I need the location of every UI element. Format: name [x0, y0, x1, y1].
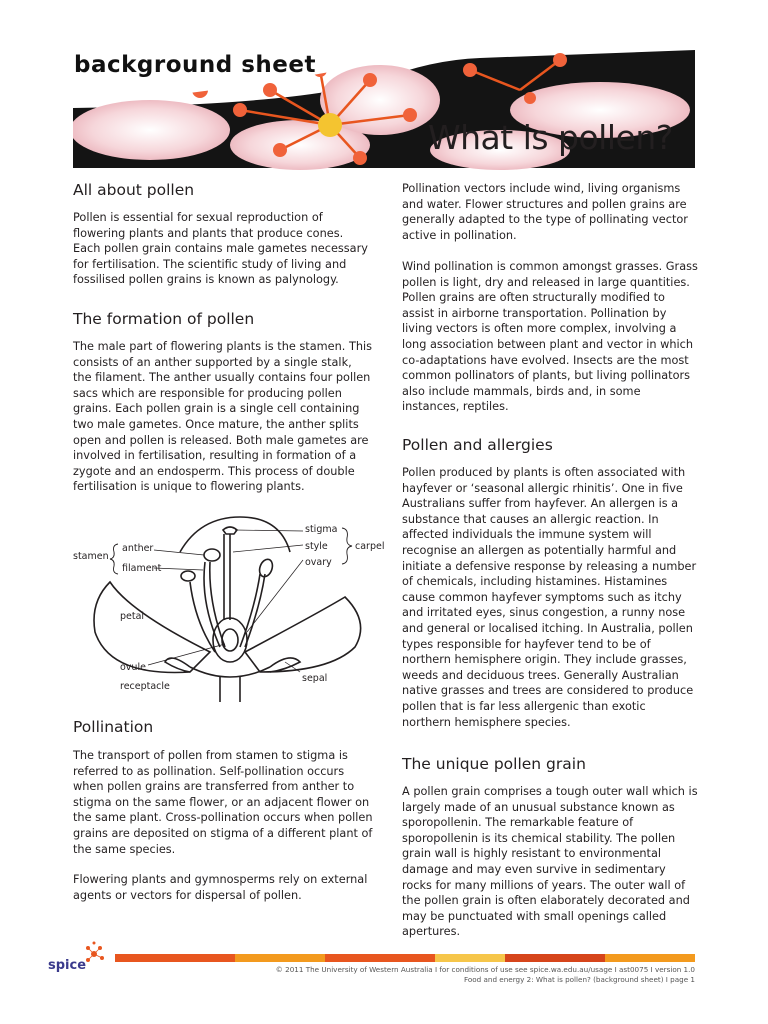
paragraph-formation: The male part of flowering plants is the stamen. This consists of an anther supported by a single stalk, the filament. The anther usually contains four pollen sacs which are responsible for producing pollen grains. Each pollen grain is a single cell containing two male gametes. Once mature, the anther splits open and pollen is released. Both male gametes are involved in fertilisation, resulting in formation of a zygote and an endosperm. This process of double fertilisation is unique to flowering plants. — [73, 340, 373, 494]
label-style: style — [305, 541, 328, 552]
heading-pollination: Pollination — [73, 718, 154, 736]
ovule-shape — [222, 629, 238, 651]
stigma-shape — [223, 527, 237, 534]
footer-bar-segment — [325, 954, 435, 962]
paragraph-pollination-1: The transport of pollen from stamen to stigma is referred to as pollination. Self-pollination occurs when pollen grains are transferred from anther to stigma on the same flower, or an adjacent flower on the same plant. Cross-pollination occurs when pollen grains are deposited on stigma of a different plant of the same species. — [73, 749, 373, 856]
label-receptacle: receptacle — [120, 681, 170, 692]
spice-logo-text: spice — [48, 958, 87, 973]
footer-bar-segment — [505, 954, 605, 962]
petal-back-shape — [180, 517, 290, 552]
paragraph-vectors: Pollination vectors include wind, living organisms and water. Flower structures and pollen grains are generally adapted to the type of pollinating vector active in pollination. — [402, 182, 688, 242]
label-filament: filament — [122, 563, 162, 574]
paragraph-wind: Wind pollination is common amongst grasses. Grass pollen is light, dry and released in large quantities. Pollen grains are often structurally modified to assist in airborne transportation. Pollination by living vectors is often more complex, involving a long association between plant and vector in which co-adaptations have evolved. Insects are the most common pollinators of plants, but living pollinators also include mammals, birds and, in some instances, reptiles. — [402, 260, 698, 414]
label-stamen: stamen — [73, 551, 109, 562]
footer-page-info: Food and energy 2: What is pollen? (background sheet) I page 1 — [463, 975, 695, 984]
sheet-type-label: background sheet — [74, 52, 316, 78]
paragraph-about: Pollen is essential for sexual reproduction of flowering plants and plants that produce cones. Each pollen grain contains male gametes necessary for fertilisation. The scientific study of living and fossilised pollen grains is known as palynology. — [73, 211, 368, 287]
label-carpel: carpel — [355, 541, 385, 552]
label-stigma: stigma — [305, 524, 338, 535]
heading-unique-grain: The unique pollen grain — [402, 755, 586, 773]
label-sepal: sepal — [302, 673, 328, 684]
label-petal: petal — [120, 611, 145, 622]
paragraph-allergies: Pollen produced by plants is often associated with hayfever or ‘seasonal allergic rhinitis’. One in five Australians suffer from hayfever. An allergen is a substance that causes an allergic reaction. In affected individuals the immune system will recognise an allergen as potentially harmful and initiate a defensive response by releasing a number of chemicals, including histamines. Histamines cause common hayfever symptoms such as itchy and irritated eyes, sinus congestion, a runny nose and general or localised itching. In Australia, pollen types responsible for hayfever tend to be of northern hemisphere origin. They include grasses, weeds and deciduous trees. Generally Australian native grasses and trees are considered to produce pollen that is far less allergenic than exotic northern hemisphere species. — [402, 466, 697, 729]
flower-diagram — [70, 512, 390, 712]
label-ovule: ovule — [120, 662, 146, 673]
petal-right-shape — [245, 597, 361, 672]
page-title: What is pollen? — [428, 118, 673, 157]
footer-color-bar — [115, 954, 695, 962]
footer-copyright: © 2011 The University of Western Australia I for conditions of use see spice.wa.edu.au/usage I ast0075 I version 1.0 — [275, 965, 695, 974]
label-ovary: ovary — [305, 557, 332, 568]
heading-allergies: Pollen and allergies — [402, 436, 553, 454]
footer-bar-segment — [235, 954, 325, 962]
footer-bar-segment — [115, 954, 235, 962]
footer-bar-segment — [605, 954, 695, 962]
paragraph-pollination-2: Flowering plants and gymnosperms rely on external agents or vectors for dispersal of pollen. — [73, 873, 368, 902]
footer-bar-segment — [435, 954, 505, 962]
paragraph-unique-grain: A pollen grain comprises a tough outer wall which is largely made of an unusual substance known as sporopollenin. The remarkable feature of sporopollenin is its chemical stability. The pollen grain wall is highly resistant to environmental damage and may even survive in sedimentary rocks for many millions of years. The outer wall of the pollen grain is often elaborately decorated and may be punctuated with small openings called apertures. — [402, 785, 698, 939]
label-anther: anther — [122, 543, 154, 554]
heading-formation: The formation of pollen — [73, 310, 255, 328]
heading-all-about-pollen: All about pollen — [73, 181, 195, 199]
